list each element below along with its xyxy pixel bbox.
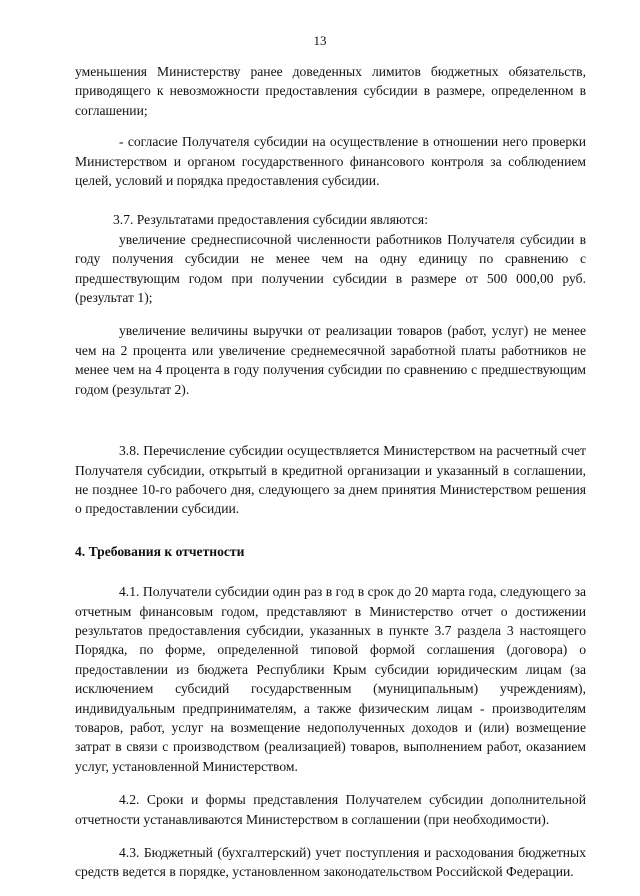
section-heading: 4. Требования к отчетности: [75, 543, 245, 559]
paragraph-4-2: 4.2. Сроки и формы представления Получателем субсидии дополнительной отчетности устанавливаются Министерством в соглашении (при необходимости).: [75, 792, 586, 827]
paragraph-3-8: 3.8. Перечисление субсидии осуществляется Министерством на расчетный счет Получателя субсидии, открытый в кредитной организации и указанный в соглашении, не позднее 10-го рабочего дня, следующего за днем принятия Министерством решения о предоставлении субсидии.: [75, 443, 586, 517]
paragraph-result-1: увеличение среднесписочной численности работников Получателя субсидии в году получения субсидии не менее чем на одну единицу по сравнению с предшествующим годом при получении субсидии в размере от 500 000,00 руб. (результат 1);: [75, 231, 586, 306]
paragraph-result-2: увеличение величины выручки от реализации товаров (работ, услуг) не менее чем на 2 процента или увеличение среднемесячной заработной платы работников не менее чем на 4 процента в году получения субсидии по сравнению с предшествующим годом (результат 2).: [75, 323, 586, 397]
paragraph-4-1: 4.1. Получатели субсидии один раз в год в срок до 20 марта года, следующего за отчетным финансовым годом, представляют в Министерство отчет о достижении результатов предоставления субсидии, указанных в пункте 3.7 раздела 3 настоящего Порядка, по форме, определенной типовой формой соглашения (договора) о предоставлении из бюджета Республики Крым субсидии юридическим лицам (за исключением субсидий государственным (муниципальным) учреждениям), индивидуальным предпринимателям, а также физическим лицам - производителям товаров, работ, услуг на возмещение недополученных доходов и (или) возмещение затрат в связи с производством (реализацией) товаров, выполнением работ, оказанием услуг, установленной Министерством.: [75, 584, 586, 774]
document-body: [75, 62, 586, 882]
page-number: 13: [313, 33, 327, 48]
paragraph-4-3: 4.3. Бюджетный (бухгалтерский) учет поступления и расходования бюджетных средств ведется в порядке, установленном законодательством Российской Федерации.: [75, 845, 586, 880]
paragraph-consent: - согласие Получателя субсидии на осуществление в отношении него проверки Министерством и органом государственного финансового контроля за соблюдением целей, условий и порядка предоставления субсидии.: [75, 134, 586, 189]
paragraph-continuation: уменьшения Министерству ранее доведенных лимитов бюджетных обязательств, приводящего к невозможности предоставления субсидии в размере, определенном в соглашении;: [75, 64, 586, 118]
paragraph-3-7: 3.7. Результатами предоставления субсидии являются:: [113, 212, 428, 228]
